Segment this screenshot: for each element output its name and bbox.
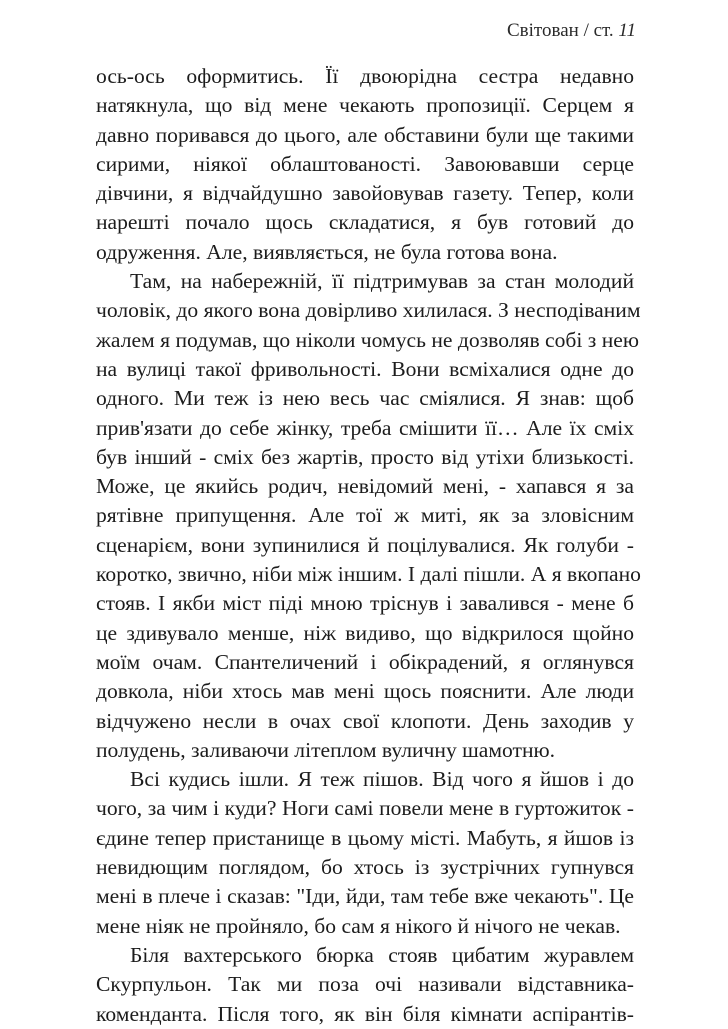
text-line: відчужено несли в очах свої клопоти. День заходив у xyxy=(96,708,634,733)
text-line: єдине тепер пристанище в цьому місті. Мабуть, я йшов із xyxy=(96,825,634,850)
text-line: це здивувало менше, ніж видиво, що відкрилося щойно xyxy=(96,620,634,645)
text-line: Всі кудись ішли. Я теж пішов. Від чого я йшов і до xyxy=(130,767,634,792)
text-line: на вулиці такої фривольності. Вони всміхалися одне до xyxy=(96,356,634,381)
text-line: довкола, ніби хтось мав мені щось пояснити. Але люди xyxy=(96,679,634,704)
text-line: одруження. Але, виявляється, не була готова вона. xyxy=(96,239,558,264)
text-line: жалем я подумав, що ніколи чомусь не дозволяв собі з нею xyxy=(96,327,640,352)
text-line: полудень, заливаючи літеплом вуличну шамотню. xyxy=(96,737,556,762)
paragraph xyxy=(96,941,634,1029)
text-line: дівчини, я відчайдушно завойовував газету. Тепер, коли xyxy=(96,181,634,206)
text-line: моїм очам. Спантеличений і обікрадений, я оглянувся xyxy=(96,649,634,674)
running-header xyxy=(507,20,636,42)
paragraph xyxy=(96,765,634,941)
text-line: ось-ось оформитись. Її двоюрідна сестра недавно xyxy=(96,64,634,88)
text-line: мені в плече і сказав: "Іди, йди, там тебе вже чекають". Це xyxy=(96,884,634,909)
text-line: прив'язати до себе жінку, треба смішити її… Але їх сміх xyxy=(96,415,634,440)
header-separator: / xyxy=(578,20,594,41)
text-line: рятівне припущення. Але тої ж миті, як за зловісним xyxy=(96,503,634,528)
text-line: Там, на набережній, її підтримував за стан молодий xyxy=(130,269,634,294)
text-line: натякнула, що від мене чекають пропозиції. Серцем я xyxy=(96,93,634,118)
text-line: нарешті почало щось складатися, я був готовий до xyxy=(96,210,634,235)
text-line: коменданта. Після того, як він біля кімнати аспірантів- xyxy=(96,1001,634,1026)
text-line: чого, за чим і куди? Ноги самі повели мене в гуртожиток - xyxy=(96,796,634,821)
body-text xyxy=(96,62,641,1029)
text-line: Біля вахтерського бюрка стояв цибатим журавлем xyxy=(130,942,634,967)
text-line: чоловік, до якого вона довірливо хилилася. З несподіваним xyxy=(96,298,641,323)
text-line: давно поривався до цього, але обставини були ще такими xyxy=(96,122,634,147)
text-line: стояв. І якби міст піді мною тріснув і завалився - мене б xyxy=(96,591,634,616)
page-label: ст. xyxy=(593,20,619,41)
text-line: Може, це якийсь родич, невідомий мені, - хапався я за xyxy=(96,474,634,499)
text-line: був інший - сміх без жартів, просто від утіхи близькості. xyxy=(96,444,634,469)
text-line: сирими, ніякої облаштованості. Завоювавши серце xyxy=(96,151,634,176)
paragraph xyxy=(96,267,641,765)
book-title: Світован xyxy=(507,20,579,41)
text-line: сценарієм, вони зупинилися й поцілувалися. Як голуби - xyxy=(96,532,634,557)
text-line: невидющим поглядом, бо хтось із зустрічних гупнувся xyxy=(96,855,634,880)
paragraph xyxy=(96,62,634,267)
page-number: 11 xyxy=(618,20,636,41)
text-line: одного. Ми теж із нею весь час сміялися. Я знав: щоб xyxy=(96,386,634,411)
text-line: коротко, звично, ніби між іншим. І далі пішли. А я вкопано xyxy=(96,562,641,587)
text-line: Скурпульон. Так ми поза очі називали відставника- xyxy=(96,972,634,997)
text-line: мене ніяк не пройняло, бо сам я нікого й нічого не чекав. xyxy=(96,913,621,938)
